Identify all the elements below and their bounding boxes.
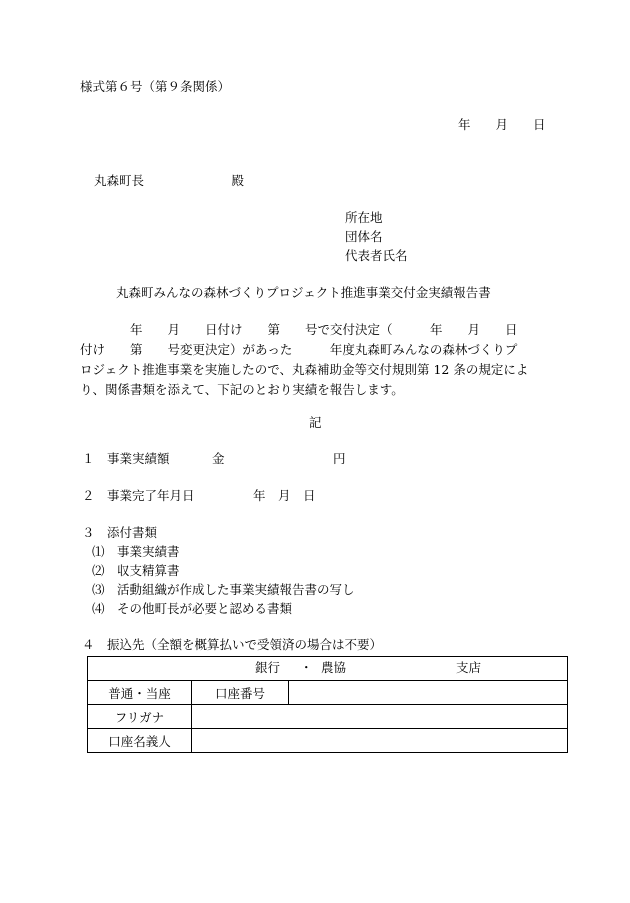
- attachments-label: 添付書類: [107, 525, 158, 540]
- furigana-value[interactable]: [192, 705, 568, 729]
- table-row: [88, 729, 568, 753]
- yen-label: 円: [333, 451, 346, 466]
- organization-label: 団体名: [345, 229, 383, 244]
- attachment-item: ⑵ 収支精算書: [92, 563, 180, 578]
- bank-label: 銀行: [255, 660, 281, 675]
- branch-label: 支店: [456, 660, 482, 675]
- account-holder-value[interactable]: [192, 729, 568, 753]
- form-label: 様式第６号（第９条関係）: [80, 79, 231, 94]
- submission-date: 年 月 日: [458, 117, 546, 132]
- account-number-label: 口座番号: [192, 681, 289, 705]
- body-line: 年 月 日付け 第 号で交付決定（ 年 月 日: [80, 322, 518, 337]
- furigana-label: フリガナ: [88, 705, 192, 729]
- body-paragraph: [80, 320, 552, 400]
- item-number: １: [82, 451, 95, 466]
- account-number-value[interactable]: [289, 681, 568, 705]
- body-line: 付け 第 号変更決定）があった 年度丸森町みんなの森林づくりプ: [80, 342, 518, 357]
- completion-label: 事業完了年月日: [107, 488, 195, 503]
- representative-label: 代表者氏名: [345, 248, 408, 263]
- account-type-cell[interactable]: 普通・当座: [88, 681, 192, 705]
- item-number: ４: [82, 637, 95, 652]
- addressee: 丸森町長 殿: [94, 173, 245, 188]
- item-number: ２: [82, 488, 95, 503]
- separator-dot: ・: [300, 660, 313, 675]
- attachment-item: ⑷ その他町長が必要と認める書類: [92, 601, 293, 616]
- body-line: り、関係書類を添えて、下記のとおり実績を報告します。: [80, 382, 404, 397]
- transfer-label: 振込先（全額を概算払いで受領済の場合は不要）: [107, 637, 383, 652]
- address-label: 所在地: [345, 210, 383, 225]
- table-row: [88, 657, 568, 681]
- table-row: [88, 681, 568, 705]
- bank-account-table: [87, 656, 568, 753]
- ja-label: 農協: [321, 660, 347, 675]
- attachment-item: ⑶ 活動組織が作成した事業実績報告書の写し: [92, 582, 355, 597]
- bank-name-cell[interactable]: [88, 657, 568, 681]
- ki-heading: 記: [309, 415, 322, 430]
- item-number: ３: [82, 525, 95, 540]
- table-row: [88, 705, 568, 729]
- document-title: 丸森町みんなの森林づくりプロジェクト推進事業交付金実績報告書: [116, 285, 491, 300]
- body-line: ロジェクト推進事業を実施したので、丸森補助金等交付規則第 12 条の規定によ: [80, 362, 529, 377]
- attachment-item: ⑴ 事業実績書: [92, 544, 180, 559]
- kin-label: 金: [212, 451, 225, 466]
- completion-date: 年 月 日: [253, 488, 316, 503]
- amount-label: 事業実績額: [107, 451, 170, 466]
- account-holder-label: 口座名義人: [88, 729, 192, 753]
